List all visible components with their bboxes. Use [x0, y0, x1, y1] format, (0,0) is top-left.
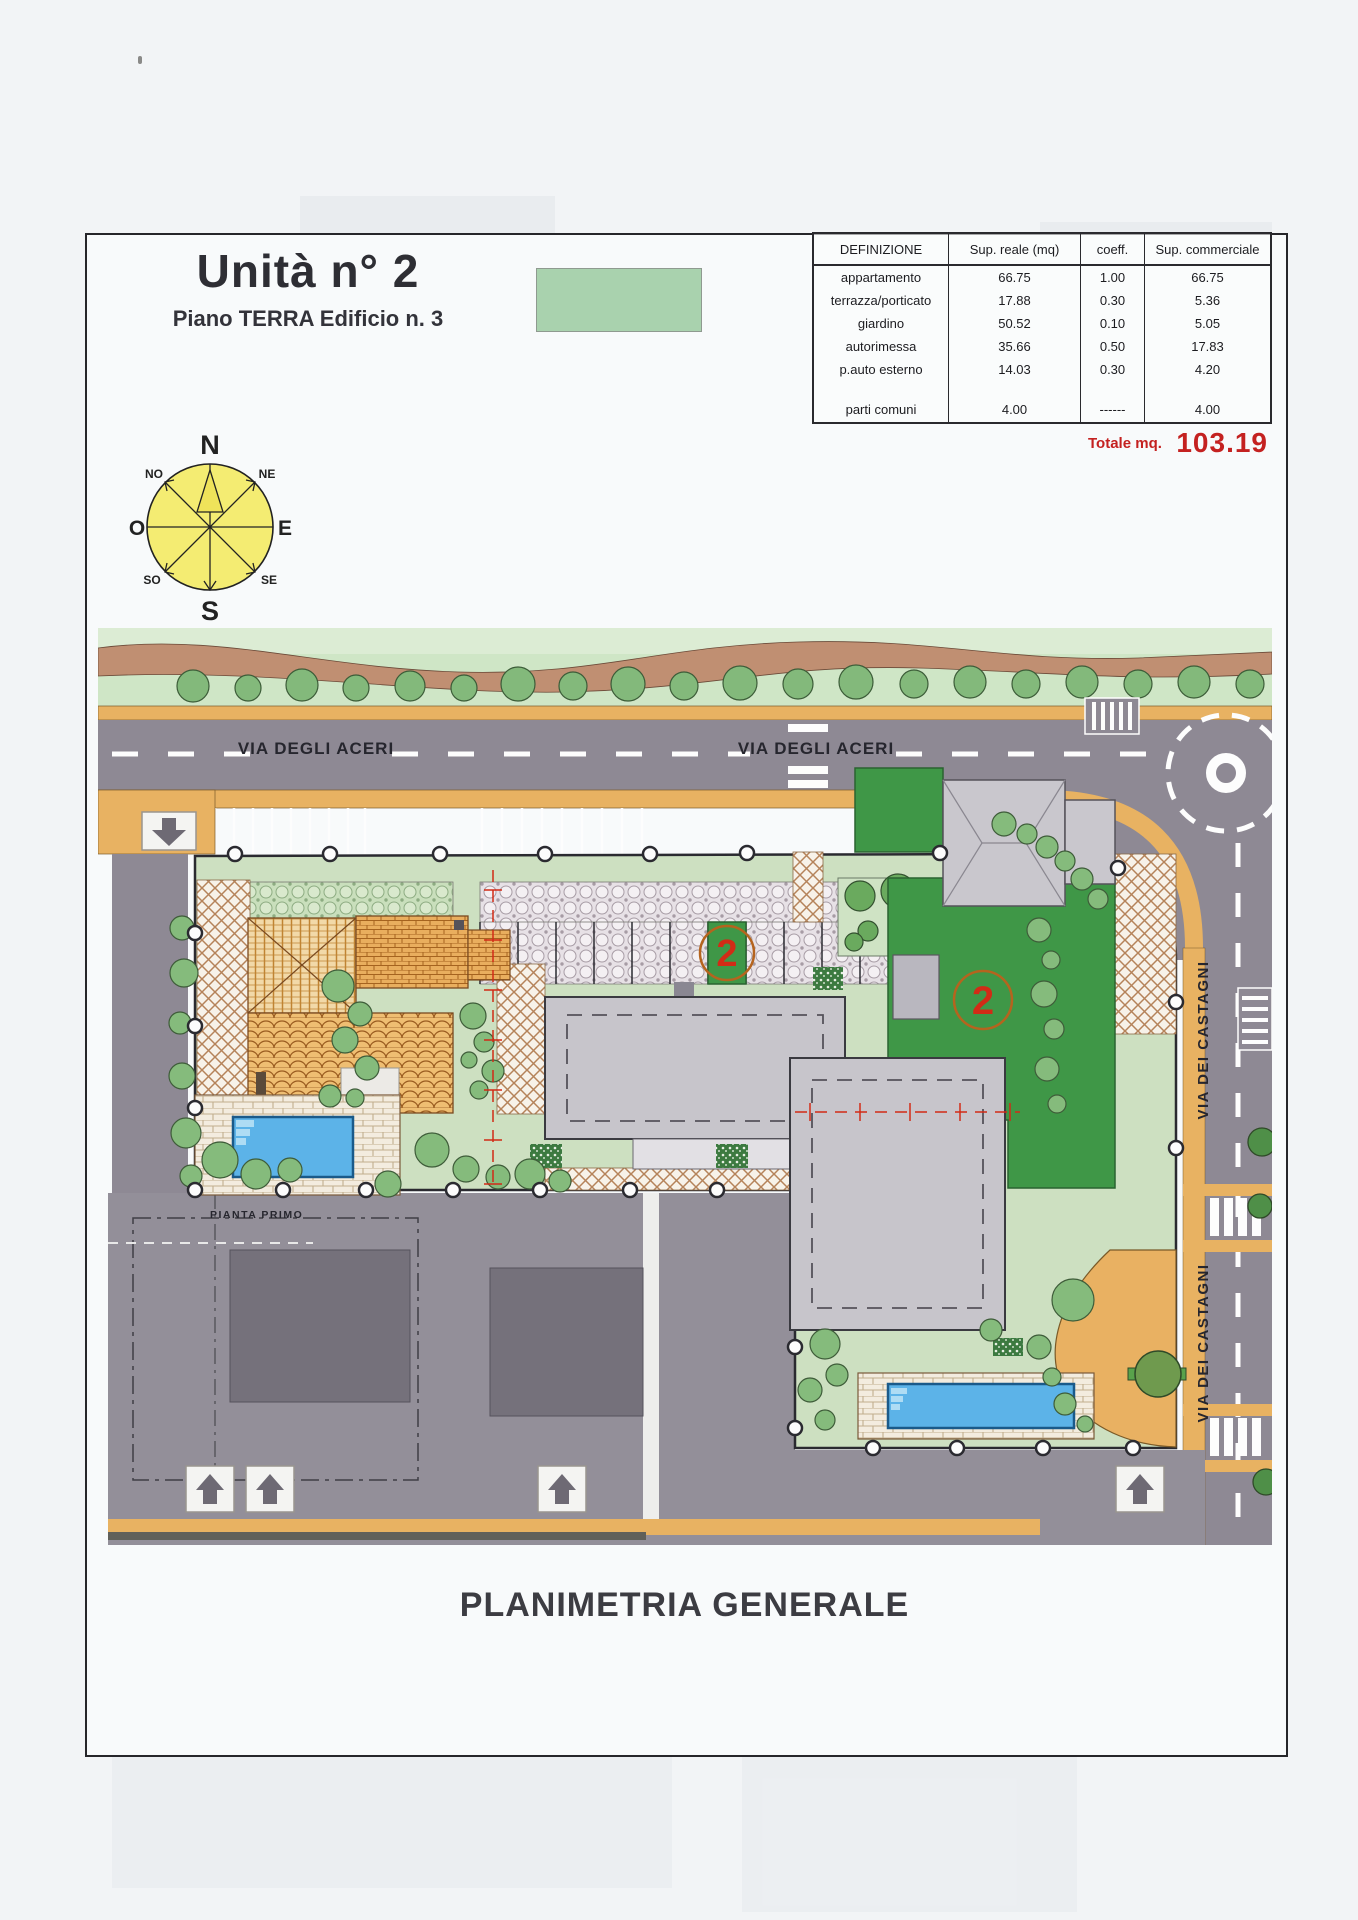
col-header: coeff. — [1081, 234, 1145, 264]
cell-comm: 17.83 — [1191, 339, 1224, 354]
area-table-header — [814, 234, 1270, 266]
cell-comm: 5.36 — [1194, 293, 1221, 308]
unit-marker-right-number: 2 — [971, 979, 995, 1023]
col-header: Sup. reale (mq) — [949, 234, 1081, 264]
col-header: DEFINIZIONE — [814, 234, 949, 264]
scan-speck — [138, 56, 142, 64]
cell-reale: 4.00 — [949, 397, 1081, 422]
crossing-apron — [1183, 1240, 1272, 1252]
cell-def: parti comuni — [814, 397, 949, 422]
compass-label-ne: NE — [258, 467, 276, 481]
cell-def: appartamento — [814, 266, 949, 289]
unit-marker-left-number: 2 — [716, 933, 738, 975]
col-header: Sup. commerciale — [1155, 241, 1260, 257]
building-right — [790, 1058, 1005, 1330]
cell-coeff: 0.30 — [1081, 289, 1145, 312]
compass-label-n: N — [200, 430, 220, 460]
compass-label-so: SO — [143, 573, 161, 587]
floor-label: PIANTA PRIMO — [210, 1209, 304, 1221]
cell-reale: 14.03 — [949, 358, 1081, 381]
unit-color-swatch — [536, 268, 702, 332]
compass-label-s: S — [200, 596, 220, 624]
table-row — [814, 266, 1270, 289]
compass-label-se: SE — [260, 573, 278, 587]
total-row — [812, 427, 1268, 459]
cell-coeff: ------ — [1081, 397, 1145, 422]
total-value: 103.19 — [1176, 427, 1268, 458]
site-plan — [98, 628, 1272, 1545]
cell-reale: 35.66 — [949, 335, 1081, 358]
compass-label-o: O — [128, 517, 146, 540]
table-row — [814, 335, 1270, 358]
street-parking-right — [482, 808, 642, 854]
cell-reale: 66.75 — [949, 266, 1081, 289]
table-row — [814, 312, 1270, 335]
cell-def: p.auto esterno — [814, 358, 949, 381]
cell-comm: 4.00 — [1194, 402, 1221, 417]
cell-reale: 17.88 — [949, 289, 1081, 312]
cell-comm: 4.20 — [1194, 362, 1221, 377]
cell-def: giardino — [814, 312, 949, 335]
total-label: Totale mq. — [1088, 435, 1162, 452]
street-label-aceri-right: VIA DEGLI ACERI — [737, 739, 895, 758]
existing-building — [490, 1268, 643, 1416]
cell-def: autorimessa — [814, 335, 949, 358]
cell-coeff: 0.10 — [1081, 312, 1145, 335]
unit2-terrace-green — [855, 768, 943, 852]
table-row — [814, 289, 1270, 312]
cell-comm: 66.75 — [1191, 270, 1224, 285]
page-subtitle: Piano TERRA Edificio n. 3 — [172, 306, 444, 331]
compass-rose — [126, 428, 296, 624]
plan-caption: PLANIMETRIA GENERALE — [459, 1586, 910, 1624]
street-label-aceri-left: VIA DEGLI ACERI — [237, 739, 395, 758]
cell-reale: 50.52 — [949, 312, 1081, 335]
cell-coeff: 0.30 — [1081, 358, 1145, 381]
existing-building — [230, 1250, 410, 1402]
annex-block — [893, 955, 939, 1019]
compass-label-e: E — [277, 517, 293, 540]
cell-coeff: 0.50 — [1081, 335, 1145, 358]
compass-label-no: NO — [145, 467, 163, 481]
cell-def: terrazza/porticato — [814, 289, 949, 312]
street-label-castagni-lower: VIA DEI CASTAGNI — [1195, 1263, 1212, 1423]
table-spacer-row — [814, 381, 1270, 397]
page-title: Unità n° 2 — [196, 245, 420, 297]
cell-comm: 5.05 — [1194, 316, 1221, 331]
area-table — [812, 232, 1272, 424]
table-row — [814, 358, 1270, 381]
cell-coeff: 1.00 — [1081, 266, 1145, 289]
table-row — [814, 397, 1270, 422]
street-label-castagni-upper: VIA DEI CASTAGNI — [1195, 960, 1212, 1120]
